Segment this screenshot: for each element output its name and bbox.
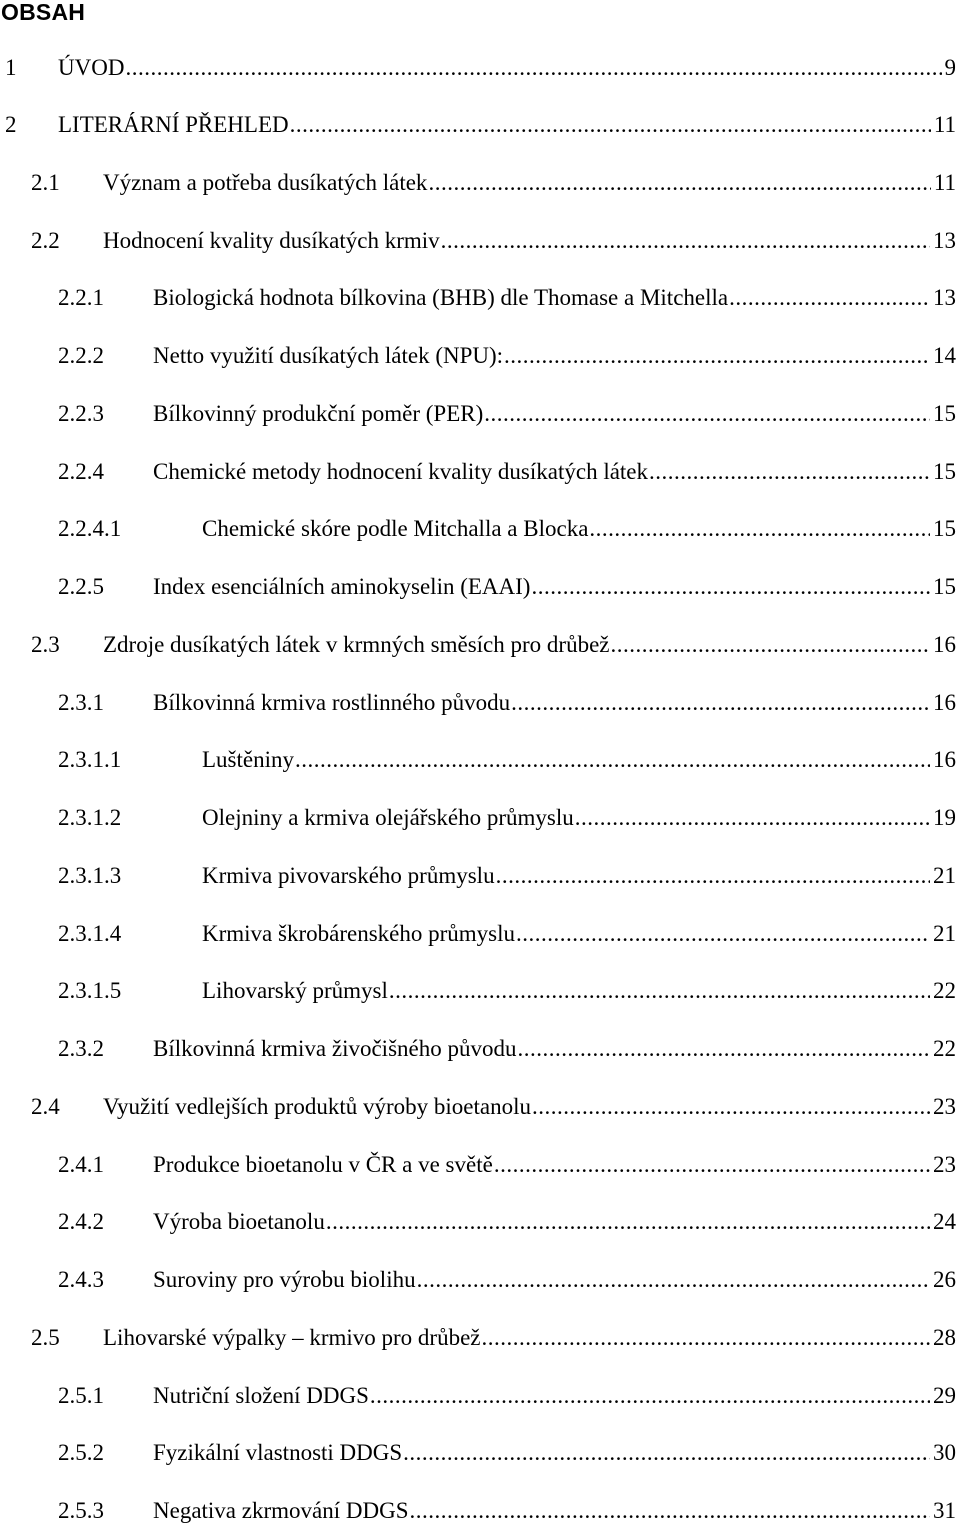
toc-leader-dots <box>294 745 930 775</box>
toc-entry-page: 9 <box>942 53 957 83</box>
toc-entry-number: 2.4.2 <box>58 1209 104 1234</box>
toc-entry-page: 26 <box>930 1265 956 1295</box>
toc-entry[interactable] <box>5 110 956 140</box>
toc-entry-number: 2.2.5 <box>58 574 104 599</box>
toc-entry[interactable] <box>58 399 956 429</box>
toc-leader-dots <box>124 53 941 83</box>
toc-entry[interactable] <box>58 803 956 833</box>
toc-entry-number: 2.5.2 <box>58 1440 104 1465</box>
toc-leader-dots <box>493 1150 930 1180</box>
toc-entry-number: 2.2.3 <box>58 401 104 426</box>
toc-entry-title: Negativa zkrmování DDGS <box>153 1498 409 1523</box>
toc-leader-dots <box>495 861 930 891</box>
toc-leader-dots <box>427 168 930 198</box>
toc-entry-page: 22 <box>930 1034 956 1064</box>
toc-entry-title: Bílkovinný produkční poměr (PER) <box>153 401 484 426</box>
toc-entry-title: Výroba bioetanolu <box>153 1209 325 1234</box>
toc-entry[interactable] <box>58 919 956 949</box>
toc-entry-number: 2.5.3 <box>58 1498 104 1523</box>
toc-leader-dots <box>481 1323 931 1353</box>
toc-entry-title: Hodnocení kvality dusíkatých krmiv <box>103 228 440 253</box>
toc-entry-number: 2.3.1.3 <box>58 863 122 888</box>
toc-entry-page: 19 <box>930 803 956 833</box>
toc-leader-dots <box>440 226 930 256</box>
toc-entry-title: Netto využití dusíkatých látek (NPU): <box>153 343 504 368</box>
toc-entry-number: 2.2.4.1 <box>58 516 122 541</box>
toc-leader-dots <box>402 1438 930 1468</box>
toc-leader-dots <box>483 399 930 429</box>
toc-entry[interactable] <box>58 688 956 718</box>
toc-entry-page: 31 <box>930 1496 956 1526</box>
toc-entry[interactable] <box>58 745 956 775</box>
toc-entry-title: Produkce bioetanolu v ČR a ve světě <box>153 1152 493 1177</box>
toc-entry-page: 16 <box>930 688 956 718</box>
toc-entry-page: 15 <box>930 572 956 602</box>
toc-entry-page: 22 <box>930 976 956 1006</box>
toc-entry-title: Význam a potřeba dusíkatých látek <box>103 170 428 195</box>
toc-entry-title: Fyzikální vlastnosti DDGS <box>153 1440 403 1465</box>
toc-entry-number: 2 <box>5 112 17 137</box>
toc-leader-dots <box>515 919 930 949</box>
toc-leader-dots <box>409 1496 931 1526</box>
toc-leader-dots <box>369 1381 930 1411</box>
toc-entry-number: 2.3.1.2 <box>58 805 122 830</box>
toc-leader-dots <box>648 457 930 487</box>
toc-leader-dots <box>503 341 930 371</box>
toc-leader-dots <box>610 630 931 660</box>
toc-entry-page: 13 <box>930 283 956 313</box>
toc-entry-page: 16 <box>930 630 956 660</box>
toc-entry-title: LITERÁRNÍ PŘEHLED <box>58 112 289 137</box>
toc-leader-dots <box>588 514 930 544</box>
toc-entry-number: 2.5 <box>31 1325 60 1350</box>
toc-entry-title: Lihovarské výpalky – krmivo pro drůbež <box>103 1325 481 1350</box>
toc-entry-page: 28 <box>930 1323 956 1353</box>
toc-leader-dots <box>325 1207 930 1237</box>
toc-entry-title: Chemické skóre podle Mitchalla a Blocka <box>202 516 589 541</box>
toc-entry-title: Chemické metody hodnocení kvality dusíkatých látek <box>153 459 649 484</box>
toc-entry-number: 2.3.1.5 <box>58 978 122 1003</box>
toc-entry-number: 2.1 <box>31 170 60 195</box>
toc-entry-number: 2.2 <box>31 228 60 253</box>
toc-entry-title: Olejniny a krmiva olejářského průmyslu <box>202 805 574 830</box>
toc-entry[interactable] <box>58 1381 956 1411</box>
toc-entry-page: 14 <box>930 341 956 371</box>
toc-entry[interactable] <box>58 514 956 544</box>
toc-entry-page: 30 <box>930 1438 956 1468</box>
toc-entry-number: 2.3.2 <box>58 1036 104 1061</box>
toc-entry-page: 23 <box>930 1150 956 1180</box>
toc-entry-number: 2.4 <box>31 1094 60 1119</box>
toc-entry[interactable] <box>58 341 956 371</box>
toc-entry[interactable] <box>31 1092 956 1122</box>
toc-entry[interactable] <box>58 283 956 313</box>
toc-entry-page: 15 <box>930 399 956 429</box>
toc-entry-title: Biologická hodnota bílkovina (BHB) dle Thomase a Mitchella <box>153 285 729 310</box>
toc-entry-title: Suroviny pro výrobu biolihu <box>153 1267 416 1292</box>
toc-entry-title: Bílkovinná krmiva rostlinného původu <box>153 690 511 715</box>
toc-entry-page: 21 <box>930 861 956 891</box>
toc-entry-number: 2.3.1.4 <box>58 921 122 946</box>
toc-entry-title: Nutriční složení DDGS <box>153 1383 369 1408</box>
toc-leader-dots <box>510 688 930 718</box>
toc-entry-page: 15 <box>930 514 956 544</box>
toc-entry-title: Krmiva škrobárenského průmyslu <box>202 921 515 946</box>
toc-entry-number: 2.3 <box>31 632 60 657</box>
toc-entry-number: 2.4.3 <box>58 1267 104 1292</box>
toc-entry-number: 2.2.4 <box>58 459 104 484</box>
toc-entry-number: 2.4.1 <box>58 1152 104 1177</box>
toc-entry-number: 2.3.1.1 <box>58 747 122 772</box>
toc-entry-page: 24 <box>930 1207 956 1237</box>
toc-entry-title: ÚVOD <box>58 55 125 80</box>
toc-entry[interactable] <box>5 53 956 83</box>
toc-entry[interactable] <box>31 1323 956 1353</box>
toc-entry-page: 29 <box>930 1381 956 1411</box>
toc-entry-page: 13 <box>930 226 956 256</box>
toc-leader-dots <box>289 110 931 140</box>
toc-entry-page: 23 <box>930 1092 956 1122</box>
toc-entry-page: 11 <box>931 168 956 198</box>
toc-entry-page: 11 <box>931 110 956 140</box>
toc-entry-number: 2.2.2 <box>58 343 104 368</box>
toc-leader-dots <box>574 803 930 833</box>
toc-entry[interactable] <box>58 572 956 602</box>
toc-entry-number: 2.3.1 <box>58 690 104 715</box>
toc-entry-page: 16 <box>930 745 956 775</box>
toc-leader-dots <box>728 283 930 313</box>
toc-entry-title: Využití vedlejších produktů výroby bioetanolu <box>103 1094 531 1119</box>
toc-leader-dots <box>416 1265 930 1295</box>
toc-entry-title: Index esenciálních aminokyselin (EAAI) <box>153 574 531 599</box>
toc-entry[interactable] <box>58 1496 956 1526</box>
toc-entry-number: 2.2.1 <box>58 285 104 310</box>
toc-entry-number: 1 <box>5 55 17 80</box>
toc-entry-title: Krmiva pivovarského průmyslu <box>202 863 495 888</box>
toc-leader-dots <box>531 1092 930 1122</box>
toc-entry[interactable] <box>58 1265 956 1295</box>
toc-entry-number: 2.5.1 <box>58 1383 104 1408</box>
toc-heading: OBSAH <box>1 0 86 25</box>
toc-entry[interactable] <box>31 226 956 256</box>
toc-entry[interactable] <box>58 861 956 891</box>
toc-entry[interactable] <box>58 457 956 487</box>
toc-entry[interactable] <box>58 1438 956 1468</box>
toc-leader-dots <box>388 976 930 1006</box>
toc-entry[interactable] <box>31 168 956 198</box>
toc-entry[interactable] <box>58 1207 956 1237</box>
toc-leader-dots <box>516 1034 930 1064</box>
toc-entry[interactable] <box>58 1034 956 1064</box>
toc-entry-title: Lihovarský průmysl <box>202 978 388 1003</box>
toc-entry-page: 21 <box>930 919 956 949</box>
toc-leader-dots <box>530 572 930 602</box>
toc-entry[interactable] <box>31 630 956 660</box>
toc-entry[interactable] <box>58 976 956 1006</box>
toc-entry-page: 15 <box>930 457 956 487</box>
toc-entry-title: Luštěniny <box>202 747 294 772</box>
toc-entry-title: Zdroje dusíkatých látek v krmných směsích pro drůbež <box>103 632 610 657</box>
toc-entry-title: Bílkovinná krmiva živočišného původu <box>153 1036 517 1061</box>
toc-entry[interactable] <box>58 1150 956 1180</box>
